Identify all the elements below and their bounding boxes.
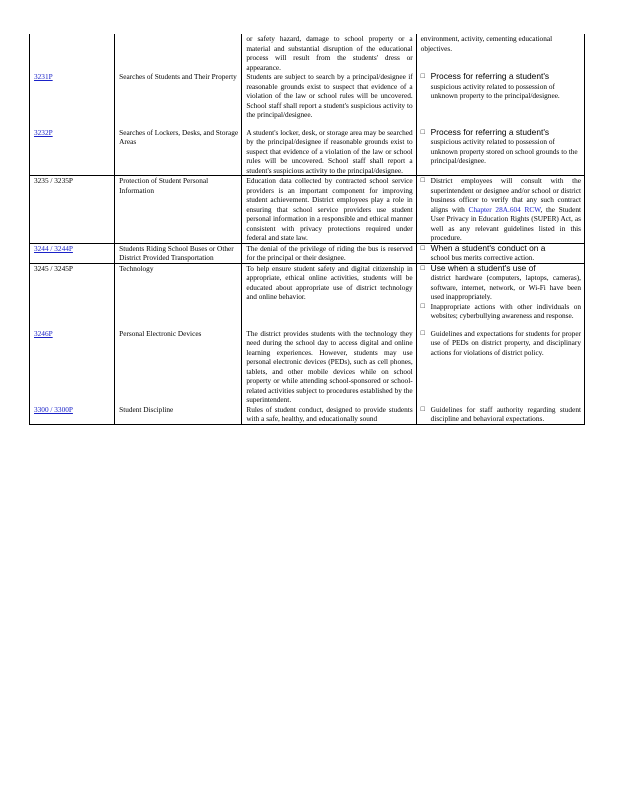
description-cell	[242, 72, 416, 120]
checkbox-bullet-icon	[421, 302, 427, 321]
policy-description: A student's locker, desk, or storage area may be searched by the principal/designee if reasonable grounds exist to suspect that evidence of a violation of the law or school rules will be uncovered. School staff shall report a student's suspicious activity to the principal/designee.	[246, 127, 413, 175]
title-cell	[115, 243, 242, 263]
code-cell	[30, 176, 115, 244]
checkbox-bullet-icon	[421, 72, 427, 101]
outcome-cell	[416, 120, 584, 176]
checkbox-bullet-icon	[421, 264, 427, 302]
outcome-cell	[416, 72, 584, 120]
outcome-item	[421, 128, 581, 166]
outcome-text: environment, activity, cementing educational objectives.	[420, 34, 553, 53]
policy-title: Searches of Students and Their Property	[119, 72, 237, 81]
title-cell	[115, 405, 242, 425]
policy-code: 3245 / 3245P	[34, 263, 73, 273]
policy-description: The denial of the privilege of riding the bus is reserved for the principal or their designee.	[246, 243, 413, 262]
outcome-item	[421, 176, 581, 243]
description-cell	[242, 405, 416, 425]
code-cell	[30, 34, 115, 72]
policy-code-link[interactable]: 3232P	[34, 127, 53, 137]
outcome-item	[421, 329, 581, 358]
policy-description: To help ensure student safety and digital citizenship in appropriate, ethical online activities, students will be educated about appropriate use of district technology and online behavior.	[246, 263, 413, 301]
description-cell	[242, 176, 416, 244]
policy-title: Student Discipline	[119, 404, 174, 414]
description-cell	[242, 34, 416, 72]
policy-code: 3235 / 3235P	[34, 176, 73, 185]
outcome-text: suspicious activity related to possession of unknown property to the principal/designee.	[430, 81, 560, 100]
policy-description: Students are subject to search by a principal/designee if reasonable grounds exist to suspect that evidence of a violation of the law or school rules will be uncovered. School staff shall report a student's suspicious activity to the principal/designee.	[246, 72, 413, 119]
outcome-cell	[416, 263, 584, 321]
policy-title: Searches of Lockers, Desks, and Storage Areas	[119, 127, 239, 146]
code-cell	[30, 405, 115, 425]
title-cell	[115, 321, 242, 405]
title-cell	[115, 176, 242, 244]
table-row	[30, 321, 585, 405]
description-cell	[242, 120, 416, 176]
outcome-item	[421, 72, 581, 101]
outcome-heading: Use when a student's use of	[430, 262, 536, 273]
outcome-text: Guidelines for staff authority regarding student discipline and behavioral expectations.	[430, 404, 581, 423]
policy-title: Protection of Student Personal Information	[119, 176, 209, 195]
policy-description: The district provides students with the technology they need during the school day to access digital and online learning experiences. However, students may use personal electronic devices (PEDs), such as cell phones, tablets, and other mobile devices while on school property or while attending school-sponsored or school-related activities subject to procedures established by the superintendent.	[246, 328, 413, 404]
outcome-heading: Process for referring a student's	[430, 126, 550, 137]
checkbox-bullet-icon	[421, 329, 427, 358]
policy-description: Education data collected by contracted school service providers is an important component for improving student achievement. District employees play a role in ensuring that school service providers use student personal information in a responsible and ethical manner consistent with privacy protections required under federal and state law.	[246, 176, 413, 242]
code-cell	[30, 120, 115, 176]
checkbox-bullet-icon	[421, 244, 427, 263]
table-row	[30, 405, 585, 425]
title-cell	[115, 34, 242, 72]
table-row	[30, 176, 585, 244]
table-row	[30, 243, 585, 263]
description-cell	[242, 263, 416, 321]
policy-code-link[interactable]: 3244 / 3244P	[34, 243, 73, 253]
policy-title: Personal Electronic Devices	[119, 328, 202, 338]
outcome-text: suspicious activity related to possession of unknown property stored on school grounds to the principal/designee.	[430, 137, 578, 165]
policy-title: Students Riding School Buses or Other District Provided Transportation	[119, 243, 234, 262]
policy-code-link[interactable]: 3246P	[34, 328, 53, 338]
code-cell	[30, 263, 115, 321]
checkbox-bullet-icon	[421, 128, 427, 166]
policy-description: Rules of student conduct, designed to provide students with a safe, healthy, and educationally sound	[246, 404, 413, 423]
checkbox-bullet-icon	[421, 176, 427, 243]
code-cell	[30, 72, 115, 120]
outcome-item	[421, 264, 581, 302]
policy-code-link[interactable]: 3300 / 3300P	[34, 404, 73, 414]
table-row	[30, 120, 585, 176]
code-cell	[30, 243, 115, 263]
outcome-text: Guidelines and expectations for students for proper use of PEDs on district property, and disciplinary actions for violations of district policy.	[430, 328, 581, 357]
rcw-chapter-link[interactable]: Chapter 28A.604 RCW	[468, 204, 541, 214]
outcome-cell	[416, 243, 584, 263]
outcome-text: Inappropriate actions with other individuals on websites; cyberbullying awareness and response.	[430, 301, 581, 320]
title-cell	[115, 72, 242, 120]
policy-table	[29, 34, 585, 425]
table-row	[30, 263, 585, 321]
policy-title: Technology	[119, 263, 154, 273]
table-row	[30, 34, 585, 72]
outcome-cell	[416, 34, 584, 72]
outcome-cell	[416, 405, 584, 425]
outcome-heading: When a student's conduct on a	[430, 242, 546, 253]
outcome-item	[421, 405, 581, 424]
policy-code-link[interactable]: 3231P	[34, 72, 53, 81]
code-cell	[30, 321, 115, 405]
outcome-text: , the Student User Privacy in Education Rights (SUPER) Act, as well as any relevant guidelines listed in this procedure.	[430, 204, 581, 242]
policy-description: or safety hazard, damage to school property or a material and substantial disruption of the educational process will result from the students' dress or appearance.	[246, 34, 413, 72]
outcome-heading: Process for referring a student's	[430, 71, 550, 81]
outcome-text: district hardware (computers, laptops, cameras), software, internet, network, or Wi-Fi have been used inappropriately.	[430, 273, 581, 301]
description-cell	[242, 321, 416, 405]
outcome-cell	[416, 321, 584, 405]
outcome-item	[421, 244, 581, 263]
outcome-text: District employees will consult with the superintendent or designee and/or school or district business officer to verify that any such contract aligns with	[430, 176, 581, 214]
checkbox-bullet-icon	[421, 405, 427, 424]
title-cell	[115, 120, 242, 176]
table-row	[30, 72, 585, 120]
outcome-item	[421, 302, 581, 321]
outcome-cell	[416, 176, 584, 244]
title-cell	[115, 263, 242, 321]
outcome-text: school bus merits corrective action.	[430, 253, 535, 262]
description-cell	[242, 243, 416, 263]
